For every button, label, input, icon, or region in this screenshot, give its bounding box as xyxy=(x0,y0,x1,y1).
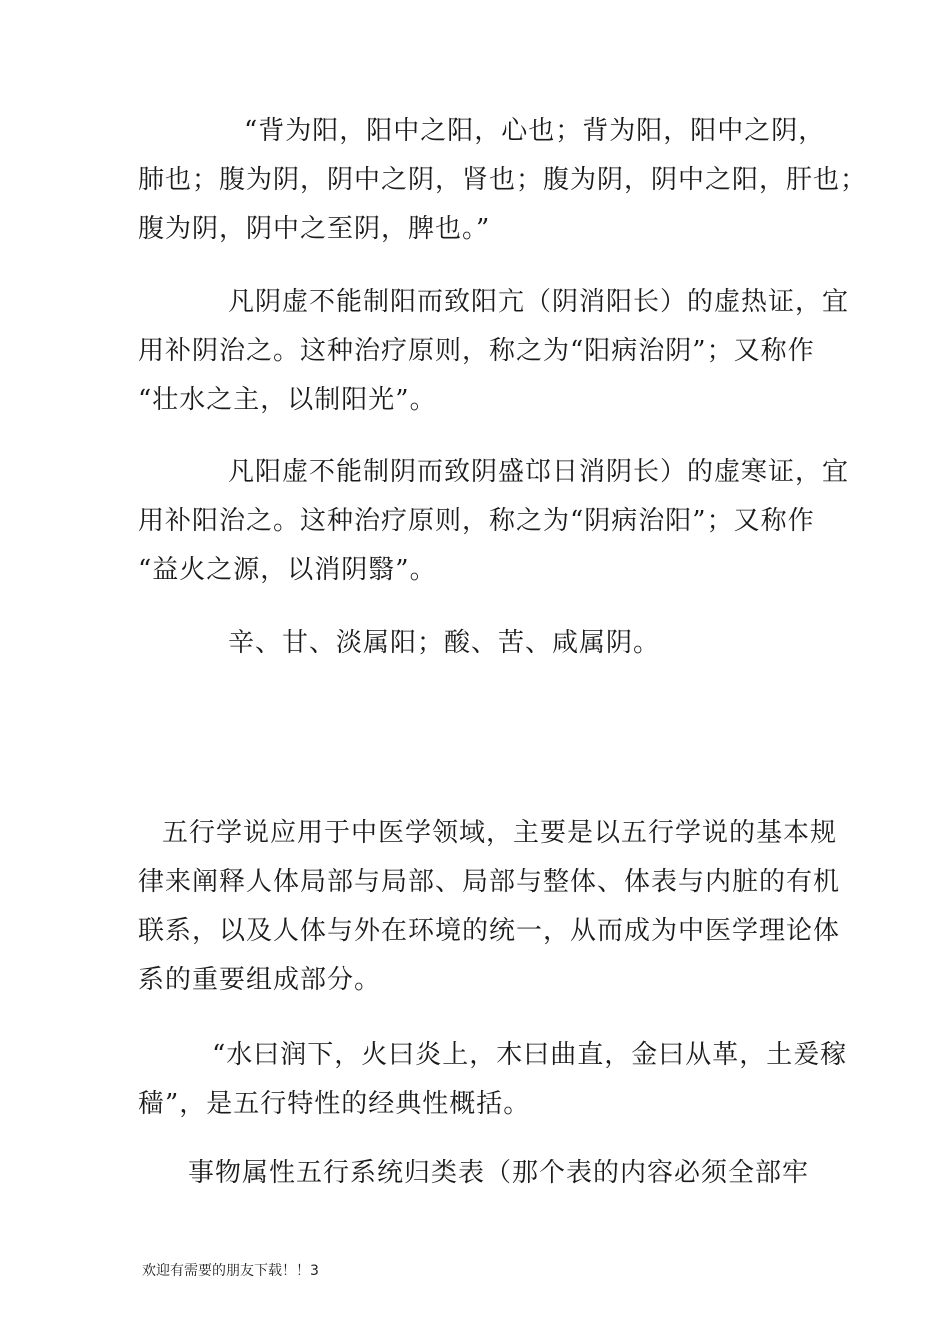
text-line: 凡阳虚不能制阴而致阴盛邙日消阴长）的虚寒证，宜 xyxy=(228,457,850,487)
text-line: 用补阴治之。这种治疗原则，称之为“阳病治阴”；又称作 xyxy=(138,336,815,366)
text-line: “益火之源，以消阴翳”。 xyxy=(138,555,437,585)
text-line: 五行学说应用于中医学领域，主要是以五行学说的基本规 xyxy=(162,818,838,848)
text-line: 腹为阴，阴中之至阴，脾也。” xyxy=(138,214,491,244)
text-line: 凡阴虚不能制阳而致阳亢（阴消阳长）的虚热证，宜 xyxy=(228,287,850,317)
text-line: 穑”，是五行特性的经典性概括。 xyxy=(138,1089,531,1119)
text-line: 系的重要组成部分。 xyxy=(138,965,382,995)
text-line: 律来阐释人体局部与局部、局部与整体、体表与内脏的有机 xyxy=(138,867,841,897)
text-line: 辛、甘、淡属阳；酸、苦、咸属阴。 xyxy=(228,628,661,658)
text-line: 联系，以及人体与外在环境的统一，从而成为中医学理论体 xyxy=(138,916,841,946)
text-line: 事物属性五行系统归类表（那个表的内容必须全部牢 xyxy=(188,1158,810,1188)
page-footer: 欢迎有需要的朋友下载！！3 xyxy=(142,1263,319,1279)
text-line: 用补阳治之。这种治疗原则，称之为“阴病治阳”；又称作 xyxy=(138,506,815,536)
text-line: “壮水之主，以制阳光”。 xyxy=(138,385,437,415)
text-line: 肺也；腹为阴，阴中之阴，肾也；腹为阴，阴中之阳，肝也； xyxy=(138,165,868,195)
text-line: “背为阳，阳中之阳，心也；背为阳，阳中之阴， xyxy=(244,116,826,146)
text-line: “水曰润下，火曰炎上，木曰曲直，金曰从革，土爰稼 xyxy=(212,1040,848,1070)
